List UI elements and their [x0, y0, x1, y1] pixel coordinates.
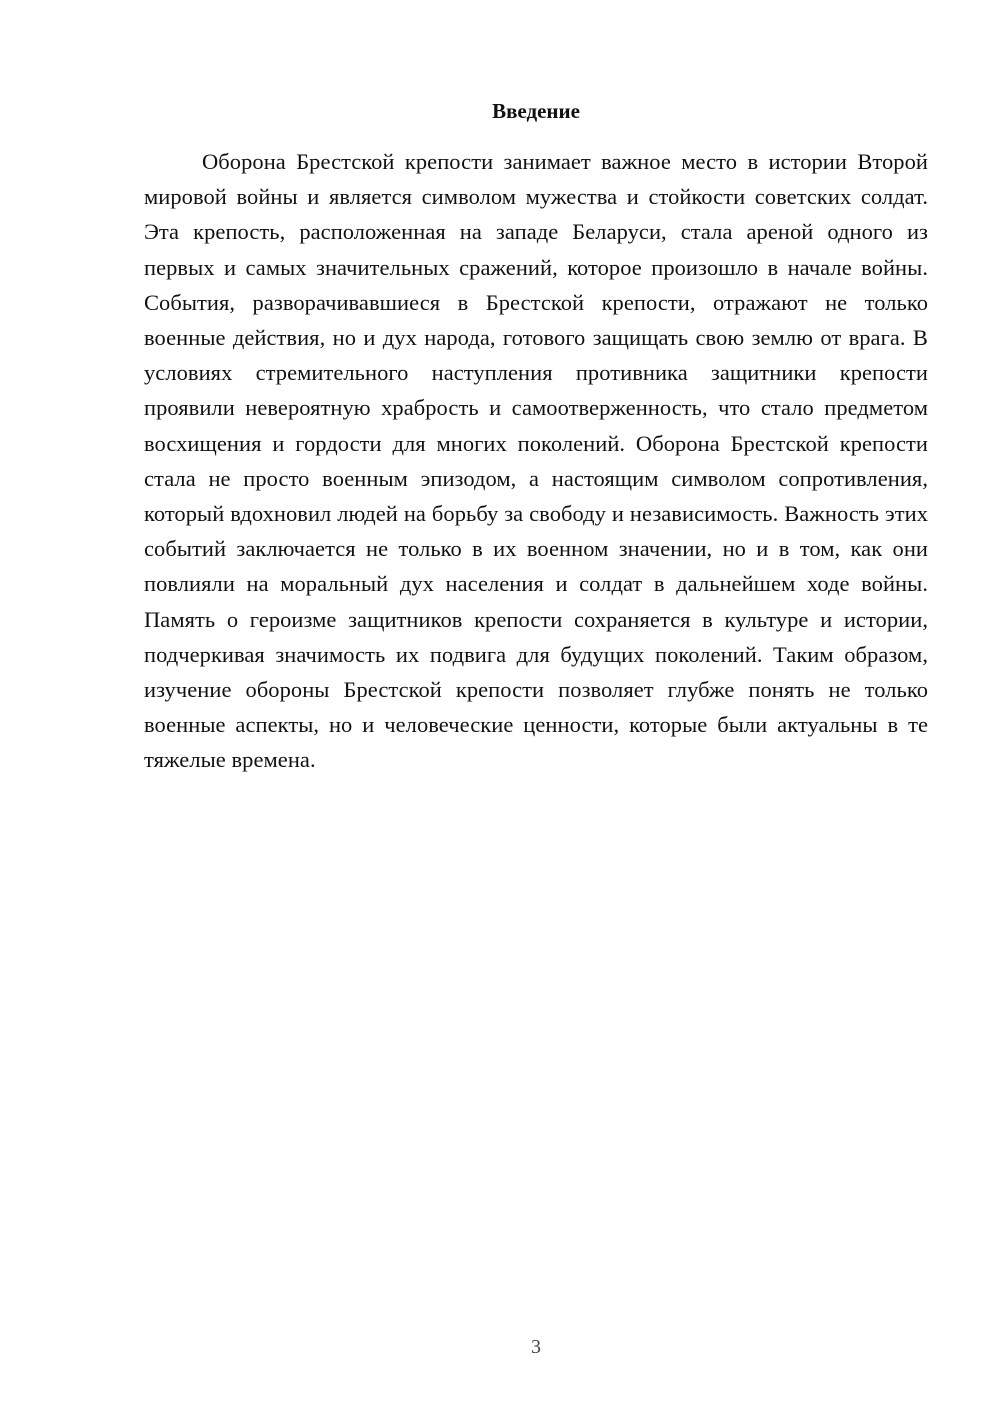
section-heading: Введение: [492, 99, 580, 123]
page-number: 3: [531, 1336, 541, 1358]
body-paragraph: Оборона Брестской крепости занимает важное место в истории Второй мировой войны и является символом мужества и стойкости советских солдат. Эта крепость, расположенная на западе Беларуси, стала ареной одного из первых и самых значительных сражений, которое произошло в начале войны. События, разворачивавшиеся в Брестской крепости, отражают не только военные действия, но и дух народа, готового защищать свою землю от врага. В условиях стремительного наступления противника защитники крепости проявили невероятную храбрость и самоотверженность, что стало предметом восхищения и гордости для многих поколений. Оборона Брестской крепости стала не просто военным эпизодом, а настоящим символом сопротивления, который вдохновил людей на борьбу за свободу и независимость. Важность этих событий заключается не только в их военном значении, но и в том, как они повлияли на моральный дух населения и солдат в дальнейшем ходе войны. Память о героизме защитников крепости сохраняется в культуре и истории, подчеркивая значимость их подвига для будущих поколений. Таким образом, изучение обороны Брестской крепости позволяет глубже понять не только военные аспекты, но и человеческие ценности, которые были актуальны в те тяжелые времена.: [144, 149, 928, 773]
